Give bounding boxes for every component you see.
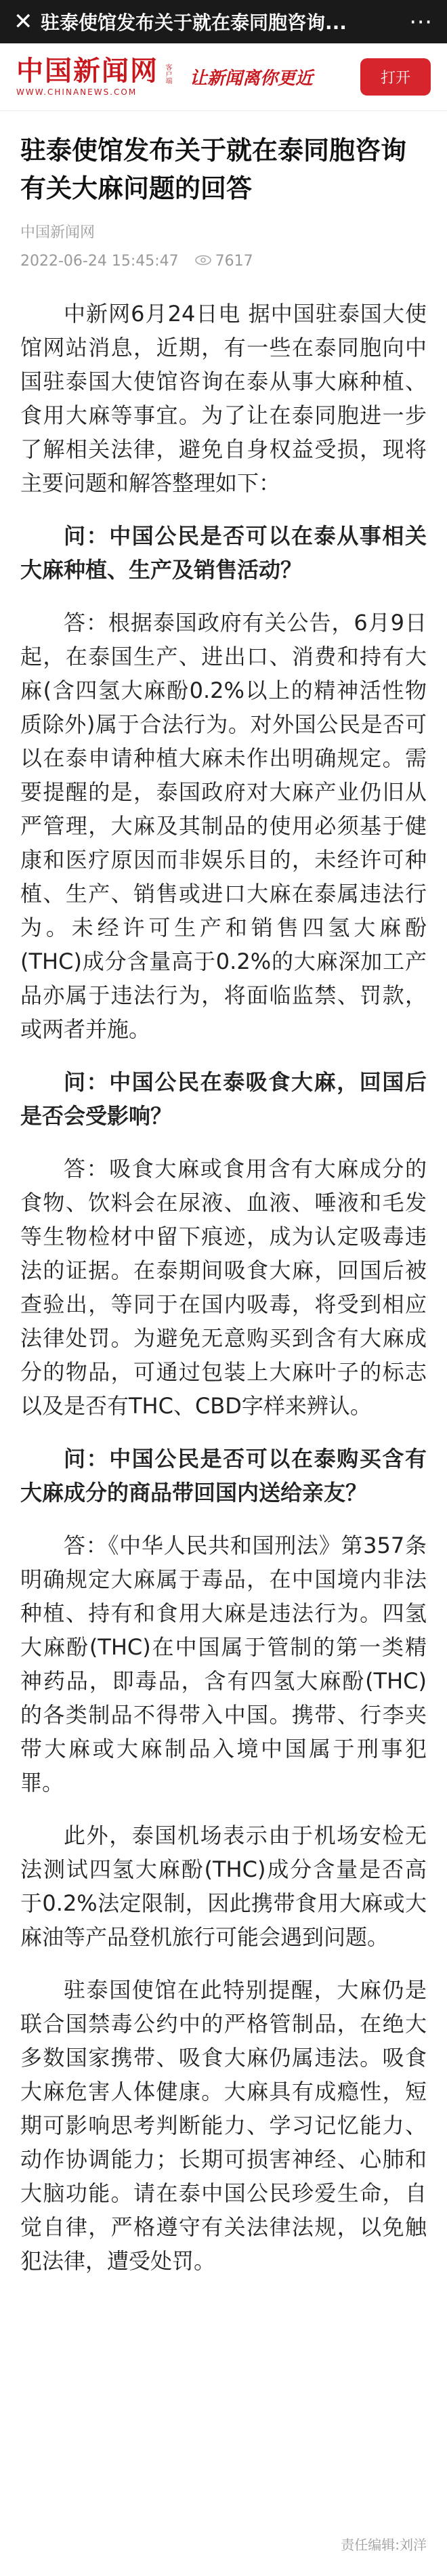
top-bar [0,0,447,43]
eye-icon [195,253,211,270]
open-app-button[interactable]: 打开 [360,58,431,96]
more-icon[interactable]: ⋯ [409,8,433,35]
article-title: 驻泰使馆发布关于就在泰同胞咨询有关大麻问题的回答 [20,136,407,203]
question-heading: 问：中国公民是否可以在泰从事相关大麻种植、生产及销售活动？ [20,523,427,583]
answer-paragraph: 答：《中华人民共和国刑法》第357条明确规定大麻属于毒品，在中国境内非法种植、持有和食用大麻是违法行为。四氢大麻酚(THC)在中国属于管制的第一类精神药品，即毒品，含有四氢大麻酚(THC)的各类制品不得带入中国。携带、行李夹带大麻或大麻制品入境中国属于刑事犯罪。 [20,1533,427,1795]
slogan: 让新闻离你更近 [190,68,314,89]
logo-url: WWW.CHINANEWS.COM [16,87,137,97]
view-count: 7617 [215,253,253,270]
logo-text: 中国新闻网 [16,54,158,87]
answer-paragraph: 答：吸食大麻或食用含有大麻成分的食物、饮料会在尿液、血液、唾液和毛发等生物检材中留下痕迹，成为认定吸毒违法的证据。在泰期间吸食大麻，回国后被查验出，等同于在国内吸毒，将受到相应法律处罚。为避免无意购买到含有大麻成分的物品，可通过包装上大麻叶子的标志以及是否有THC、CBD字样来辨认。 [20,1156,427,1419]
article-paragraph: 此外，泰国机场表示由于机场安检无法测试四氢大麻酚(THC)成分含量是否高于0.2%法定限制，因此携带食用大麻或大麻油等产品登机旅行可能会遇到问题。 [20,1823,427,1950]
chinanews-logo [16,54,158,97]
article-source: 中国新闻网 [20,224,95,241]
brand-bar [0,43,447,111]
logo-side-mark [163,64,175,91]
question-heading: 问：中国公民在泰吸食大麻，回国后是否会受影响？ [20,1069,427,1129]
close-icon[interactable]: ✕ [14,8,33,35]
article-paragraph: 驻泰国使馆在此特别提醒，大麻仍是联合国禁毒公约中的严格管制品，在绝大多数国家携带、吸食大麻仍属违法。吸食大麻危害人体健康。大麻具有成瘾性，短期可影响思考判断能力、学习记忆能力、动作协调能力；长期可损害神经、心肺和大脑功能。请在泰中国公民珍爱生命，自觉自律，严格遵守有关法律法规，以免触犯法律，遭受处罚。 [20,1977,427,2274]
logo-side-text: 客户端 [164,63,171,84]
editor-credit: 责任编辑:刘洋 [341,2537,427,2553]
answer-paragraph: 答：根据泰国政府有关公告，6月9日起，在泰国生产、进出口、消费和持有大麻(含四氢大麻酚0.2%以上的精神活性物质除外)属于合法行为。对外国公民是否可以在泰申请种植大麻未作出明确规定。需要提醒的是，泰国政府对大麻产业仍旧从严管理，大麻及其制品的使用必须基于健康和医疗原因而非娱乐目的，未经许可种植、生产、销售或进口大麻在泰属违法行为。未经许可生产和销售四氢大麻酚(THC)成分含量高于0.2%的大麻深加工产品亦属于违法行为，将面临监禁、罚款，或两者并施。 [20,610,427,1042]
article-paragraph: 中新网6月24日电 据中国驻泰国大使馆网站消息，近期，有一些在泰同胞向中国驻泰国大使馆咨询在泰从事大麻种植、食用大麻等事宜。为了让在泰同胞进一步了解相关法律，避免自身权益受损，现将主要问题和解答整理如下： [20,301,427,496]
question-heading: 问：中国公民是否可以在泰购买含有大麻成分的商品带回国内送给亲友？ [20,1446,427,1505]
window-title: 驻泰使馆发布关于就在泰同胞咨询... [41,12,347,34]
article [0,131,447,2278]
article-date: 2022-06-24 15:45:47 [20,253,179,270]
article-meta [20,253,427,270]
